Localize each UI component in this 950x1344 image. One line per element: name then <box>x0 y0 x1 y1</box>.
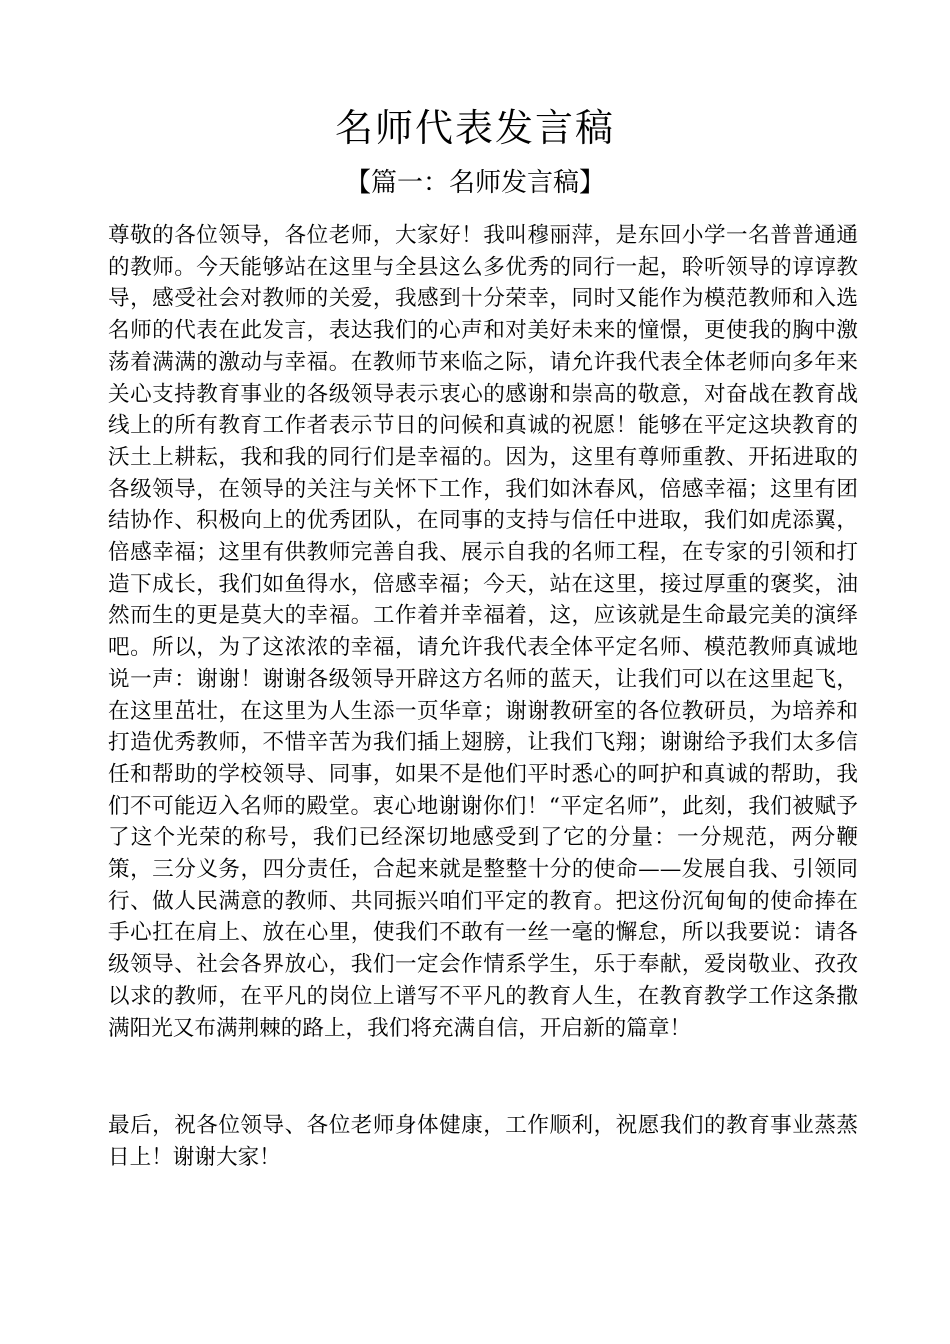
body-paragraph-1: 尊敬的各位领导，各位老师，大家好！我叫穆丽萍，是东回小学一名普普通通的教师。今天能够站在这里与全县这么多优秀的同行一起，聆听领导的谆谆教导，感受社会对教师的关爱，我感到十分荣幸，同时又能作为模范教师和入选名师的代表在此发言，表达我们的心声和对美好未来的憧憬，更使我的胸中激荡着满满的激动与幸福。在教师节来临之际，请允许我代表全体老师向多年来关心支持教育事业的各级领导表示衷心的感谢和崇高的敬意，对奋战在教育战线上的所有教育工作者表示节日的问候和真诚的祝愿！能够在平定这块教育的沃土上耕耘，我和我的同行们是幸福的。因为，这里有尊师重教、开拓进取的各级领导，在领导的关注与关怀下工作，我们如沐春风，倍感幸福；这里有团结协作、积极向上的优秀团队，在同事的支持与信任中进取，我们如虎添翼，倍感幸福；这里有供教师完善自我、展示自我的名师工程，在专家的引领和打造下成长，我们如鱼得水，倍感幸福；今天，站在这里，接过厚重的褒奖，油然而生的更是莫大的幸福。工作着并幸福着，这，应该就是生命最完美的演绎吧。所以，为了这浓浓的幸福，请允许我代表全体平定名师、模范教师真诚地说一声：谢谢！谢谢各级领导开辟这方名师的蓝天，让我们可以在这里起飞，在这里茁壮，在这里为人生添一页华章；谢谢教研室的各位教研员，为培养和打造优秀教师，不惜辛苦为我们插上翅膀，让我们飞翔；谢谢给予我们太多信任和帮助的学校领导、同事，如果不是他们平时悉心的呵护和真诚的帮助，我们不可能迈入名师的殿堂。衷心地谢谢你们！“平定名师”，此刻，我们被赋予了这个光荣的称号，我们已经深切地感受到了它的分量：一分规范，两分鞭策，三分义务，四分责任，合起来就是整整十分的使命——发展自我、引领同行、做人民满意的教师、共同振兴咱们平定的教育。把这份沉甸甸的使命捧在手心扛在肩上、放在心里，使我们不敢有一丝一毫的懈怠，所以我要说：请各级领导、社会各界放心，我们一定会作情系学生，乐于奉献，爱岗敬业、孜孜以求的教师，在平凡的岗位上谱写不平凡的教育人生，在教育教学工作这条撒满阳光又布满荆棘的路上，我们将充满自信，开启新的篇章！ <box>108 223 858 1041</box>
body-paragraph-2: 最后，祝各位领导、各位老师身体健康，工作顺利，祝愿我们的教育事业蒸蒸日上！谢谢大家！ <box>108 1113 858 1170</box>
document-title: 名师代表发言稿 <box>334 106 615 150</box>
document-subtitle: 【篇一：名师发言稿】 <box>344 168 605 198</box>
